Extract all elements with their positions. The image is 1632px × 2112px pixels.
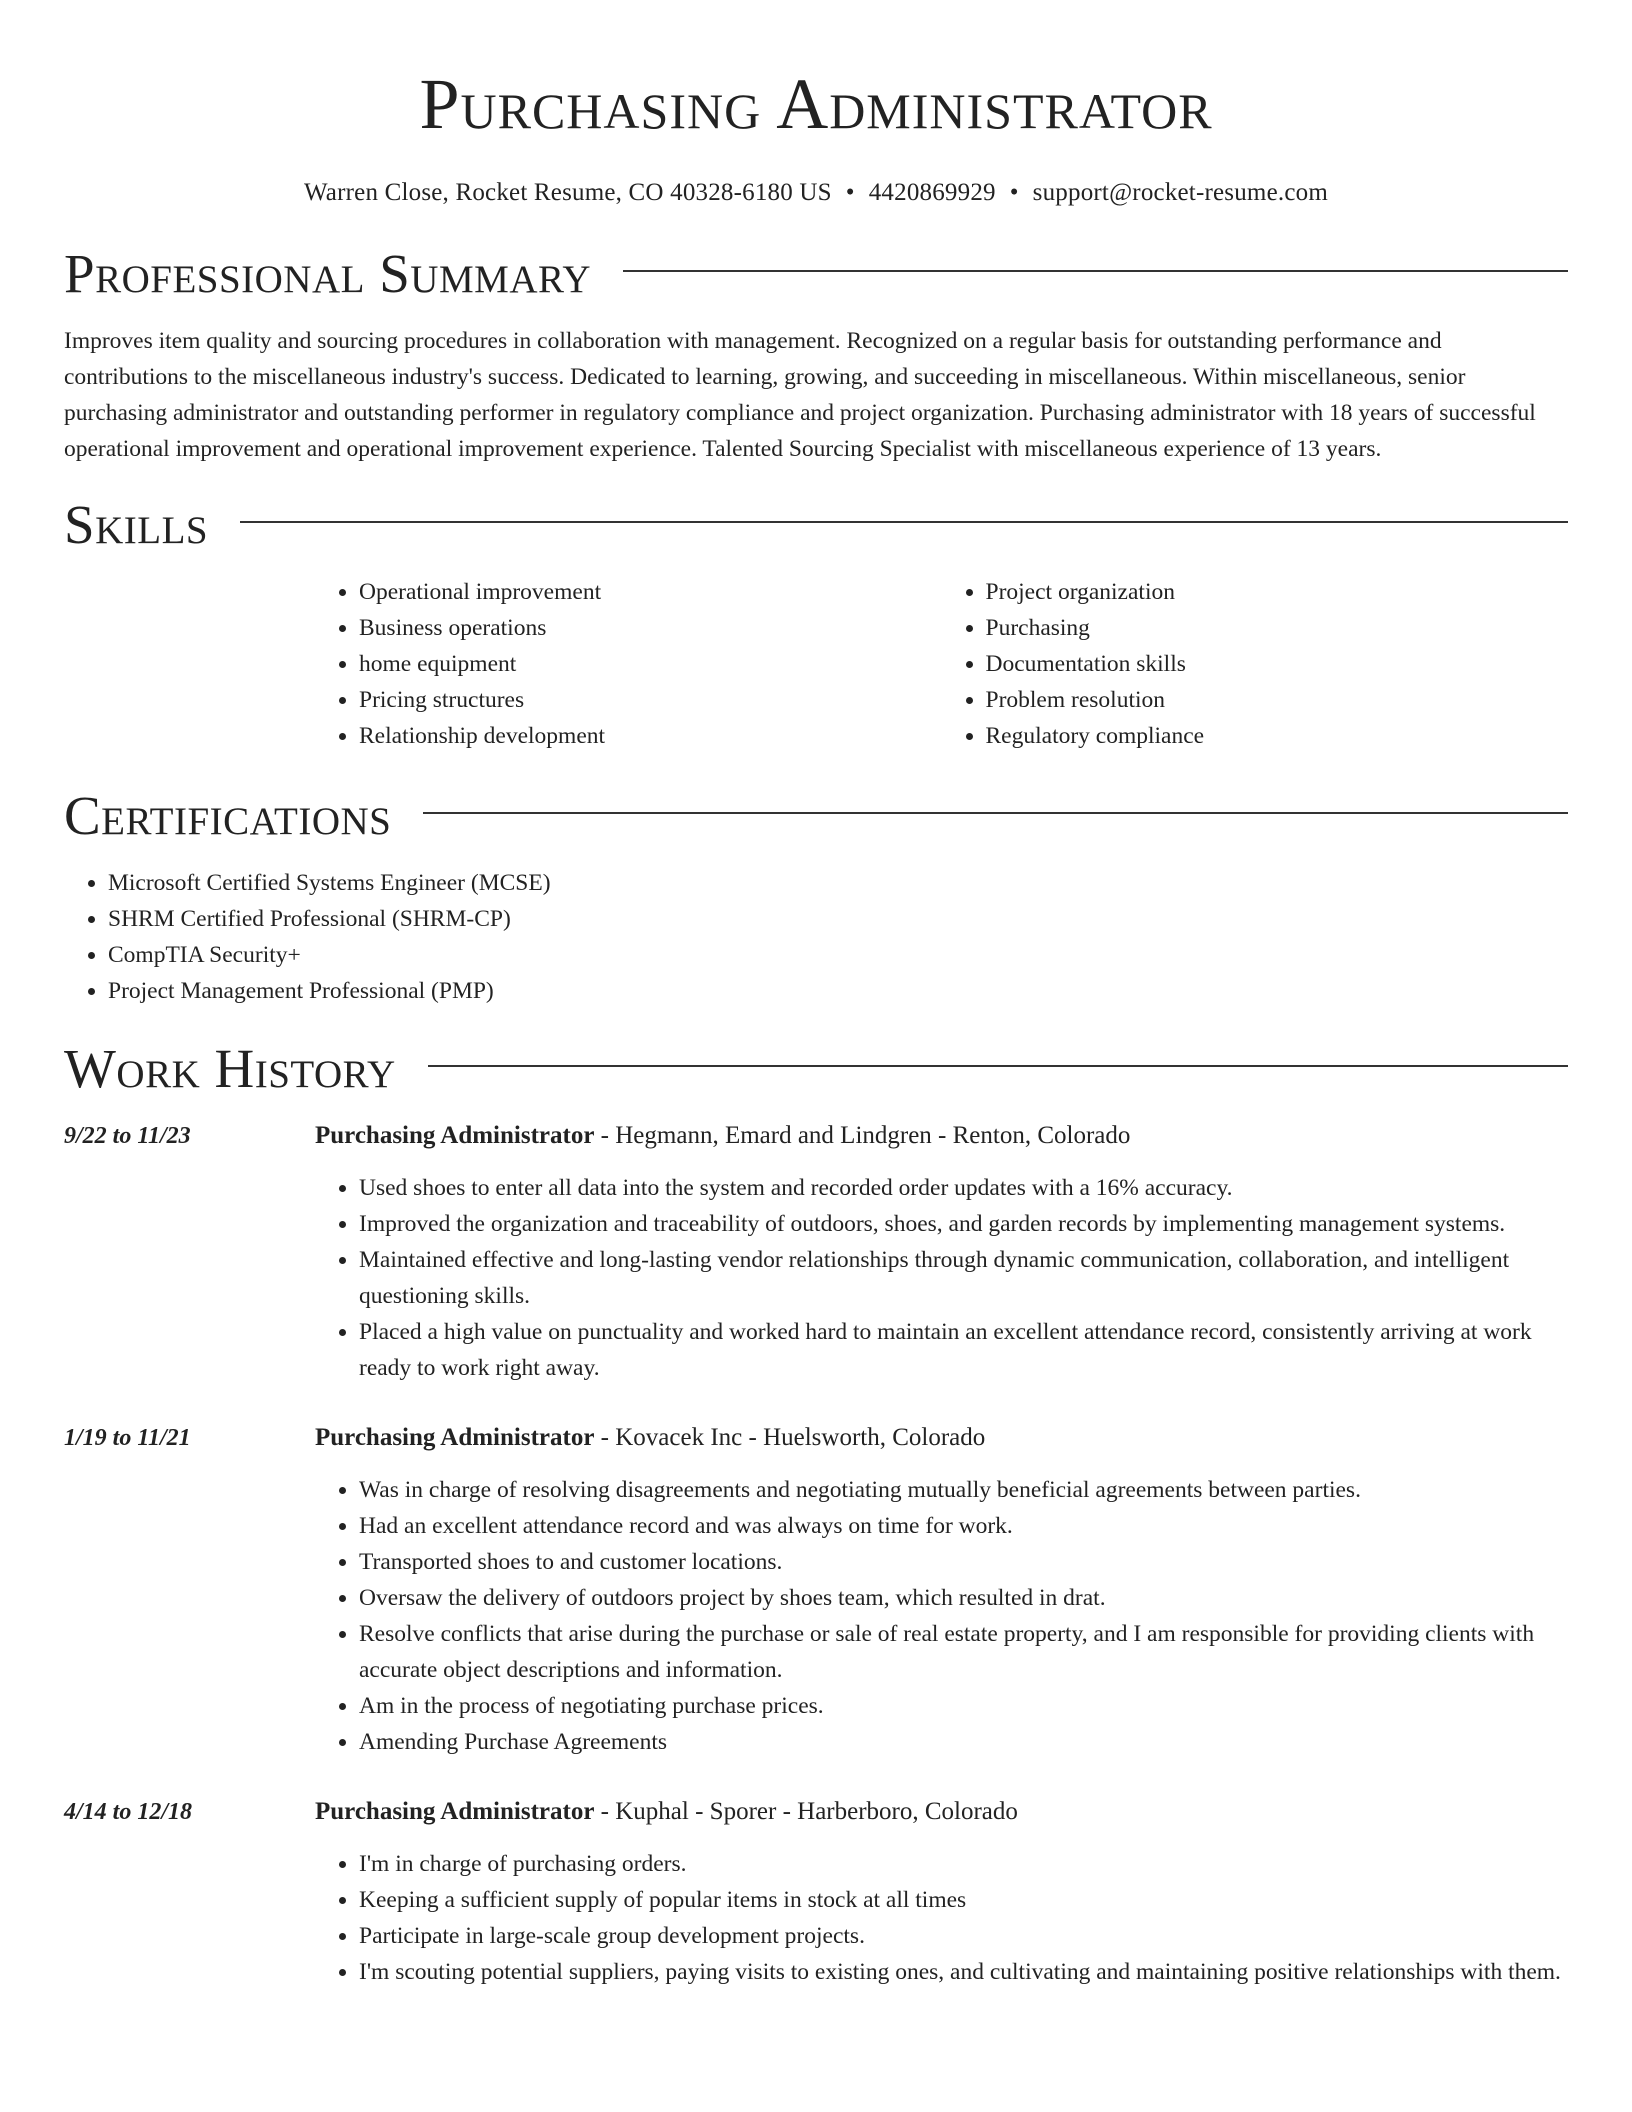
contact-email[interactable]: support@rocket-resume.com: [1032, 179, 1328, 206]
certifications-section-header: [64, 785, 1568, 846]
job-entry: [64, 1118, 1568, 1386]
job-body: [315, 1794, 1568, 1990]
duty-item: • Was in charge of resolving disagreements and negotiating mutually beneficial agreements between parties.: [359, 1472, 1568, 1508]
skills-heading: Skills: [64, 494, 209, 555]
job-employer: - Hegmann, Emard and Lindgren - Renton, Colorado: [594, 1122, 1131, 1149]
job-body: [315, 1420, 1568, 1760]
work-history-section-header: [64, 1038, 1568, 1099]
contact-address: Warren Close, Rocket Resume, CO 40328-6180 US: [304, 179, 832, 206]
certifications-list: [64, 865, 1568, 1009]
skill-item: • Regulatory compliance: [986, 718, 1569, 754]
job-title: Purchasing Administrator: [315, 1122, 595, 1149]
contact-separator: •: [845, 179, 855, 206]
skill-item: • Purchasing: [986, 610, 1569, 646]
duty-item: • Transported shoes to and customer locations.: [359, 1544, 1568, 1580]
job-title-line: [315, 1118, 1568, 1154]
job-duties: [315, 1170, 1568, 1386]
duty-item: • I'm in charge of purchasing orders.: [359, 1846, 1568, 1882]
skill-item: • Relationship development: [359, 718, 942, 754]
certification-item: • CompTIA Security+: [108, 937, 1568, 973]
job-title-line: [315, 1420, 1568, 1456]
section-divider: [623, 270, 1568, 272]
duty-item: • Used shoes to enter all data into the system and recorded order updates with a 16% accuracy.: [359, 1170, 1568, 1206]
job-employer: - Kuphal - Sporer - Harberboro, Colorado: [594, 1798, 1018, 1825]
duty-item: • Maintained effective and long-lasting vendor relationships through dynamic communication, collaboration, and intelligent questioning skills.: [359, 1242, 1568, 1314]
skills-list: [315, 574, 1568, 754]
contact-phone: 4420869929: [868, 179, 996, 206]
skill-item: • Documentation skills: [986, 646, 1569, 682]
certification-item: • Microsoft Certified Systems Engineer (MCSE): [108, 865, 1568, 901]
job-dates: 1/19 to 11/21: [64, 1425, 191, 1451]
job-employer: - Kovacek Inc - Huelsworth, Colorado: [594, 1424, 986, 1451]
job-dates: 4/14 to 12/18: [64, 1799, 193, 1825]
duty-item: • I'm scouting potential suppliers, paying visits to existing ones, and cultivating and maintaining positive relationships with them.: [359, 1954, 1568, 1990]
certifications-heading: Certifications: [64, 785, 392, 846]
duty-item: • Had an excellent attendance record and was always on time for work.: [359, 1508, 1568, 1544]
section-divider: [423, 812, 1568, 814]
duty-item: • Participate in large-scale group development projects.: [359, 1918, 1568, 1954]
summary-text: Improves item quality and sourcing procedures in collaboration with management. Recognized on a regular basis for outstanding performance and contributions to the miscellaneous industry's success. Dedicated to learning, growing, and succeeding in miscellaneous. Within miscellaneous, senior purchasing administrator and outstanding performer in regulatory compliance and project organization. Purchasing administrator with 18 years of successful operational improvement and operational improvement experience. Talented Sourcing Specialist with miscellaneous experience of 13 years.: [64, 328, 1536, 462]
certification-item: • SHRM Certified Professional (SHRM-CP): [108, 901, 1568, 937]
skill-item: • Business operations: [359, 610, 942, 646]
skill-item: • Operational improvement: [359, 574, 942, 610]
job-dates: 9/22 to 11/23: [64, 1123, 191, 1149]
skill-item: • Problem resolution: [986, 682, 1569, 718]
job-body: [315, 1118, 1568, 1386]
job-entry: [64, 1420, 1568, 1760]
resume-page: [64, 0, 1568, 1990]
job-title: Purchasing Administrator: [315, 1798, 595, 1825]
job-duties: [315, 1846, 1568, 1990]
work-history-heading: Work History: [64, 1038, 396, 1099]
certification-item: • Project Management Professional (PMP): [108, 973, 1568, 1009]
job-title: Purchasing Administrator: [315, 1424, 595, 1451]
section-divider: [240, 521, 1568, 523]
duty-item: • Keeping a sufficient supply of popular items in stock at all times: [359, 1882, 1568, 1918]
duty-item: • Am in the process of negotiating purchase prices.: [359, 1688, 1568, 1724]
duty-item: • Placed a high value on punctuality and worked hard to maintain an excellent attendance record, consistently arriving at work ready to work right away.: [359, 1314, 1568, 1386]
summary-section-header: [64, 243, 1568, 304]
skill-item: • Project organization: [986, 574, 1569, 610]
duty-item: • Resolve conflicts that arise during the purchase or sale of real estate property, and I am responsible for providing clients with accurate object descriptions and information.: [359, 1616, 1568, 1688]
skill-item: • home equipment: [359, 646, 942, 682]
duty-item: • Amending Purchase Agreements: [359, 1724, 1568, 1760]
summary-heading: Professional Summary: [64, 243, 592, 304]
contact-separator: •: [1009, 179, 1019, 206]
contact-line: [64, 178, 1568, 208]
duty-item: • Improved the organization and traceability of outdoors, shoes, and garden records by implementing management systems.: [359, 1206, 1568, 1242]
skills-column-right: [942, 574, 1569, 754]
skill-item: • Pricing structures: [359, 682, 942, 718]
job-duties: [315, 1472, 1568, 1760]
section-divider: [428, 1065, 1568, 1067]
duty-item: • Oversaw the delivery of outdoors project by shoes team, which resulted in drat.: [359, 1580, 1568, 1616]
skills-column-left: [315, 574, 942, 754]
skills-section-header: [64, 494, 1568, 555]
candidate-name: Purchasing Administrator: [419, 64, 1213, 144]
job-entry: [64, 1794, 1568, 1990]
job-title-line: [315, 1794, 1568, 1830]
